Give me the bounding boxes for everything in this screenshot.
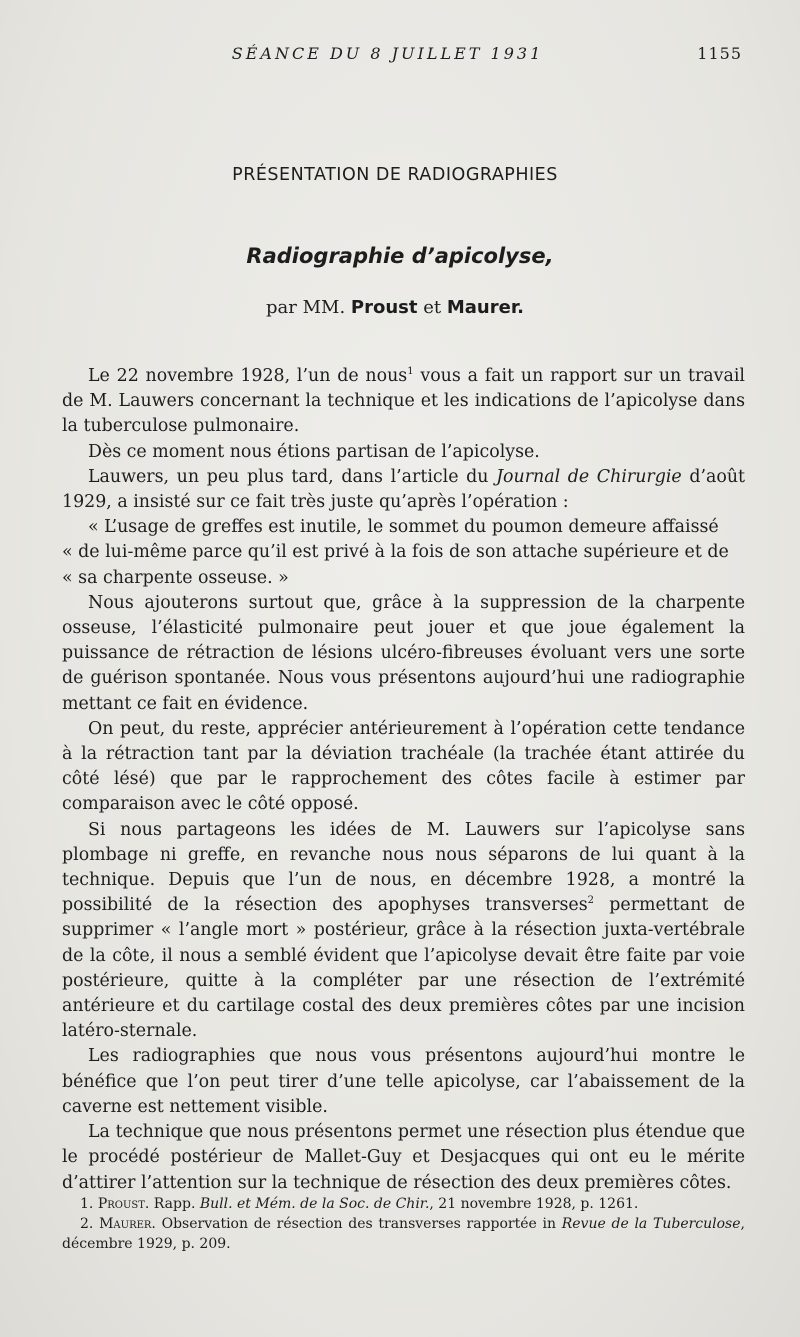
running-head-title: SÉANCE DU 8 JUILLET 1931: [231, 44, 544, 63]
footnote-2-number: 2.: [80, 1216, 94, 1232]
footnote-1-number: 1.: [80, 1196, 94, 1212]
author-maurer: Maurer.: [446, 297, 524, 318]
footnote-ref-2: 2: [587, 895, 595, 907]
paragraph-6-text-a: Si nous partageons les idées de M. Lauwers sur l’apicolyse sans plombage ni greffe, en revanche nous nous séparons de lui quant à la technique. Depuis que l’un de nous, en décembre 1928, a montré la possibilité de la résection des apophyses transverses: [62, 819, 745, 916]
page-number: 1155: [697, 44, 742, 63]
journal-title: Journal de Chirurgie: [496, 466, 682, 487]
article-title: Radiographie d’apicolyse,: [246, 244, 554, 268]
paragraph-3: [62, 465, 745, 515]
paragraph-3-text-a: Lauwers, un peu plus tard, dans l’article du: [88, 466, 497, 487]
footnote-1-source: Bull. et Mém. de la Soc. de Chir.: [199, 1196, 430, 1212]
section-title: PRÉSENTATION DE RADIOGRAPHIES: [232, 165, 558, 185]
paragraph-6-text-b: permettant de supprimer « l’angle mort » postérieur, grâce à la résection juxta-vertébrale de la côte, il nous a semblé évident que l’apicolyse devait être faite par voie postérieure, quitte à la compléter par une résection de l’extrémité antérieure et du cartilage costal des deux premières côtes par une incision latéro-sternale.: [62, 895, 745, 1042]
footnote-2-text-b: , décembre 1929, p. 209.: [62, 1216, 745, 1252]
paragraph-5: On peut, du reste, apprécier antérieurement à l’opération cette tendance à la rétraction tant par la déviation trachéale (la trachée étant attirée du côté lésé) que par le rapprochement des côtes facile à estimer par comparaison avec le côté opposé.: [62, 718, 745, 815]
paragraph-7: Les radiographies que nous vous présentons aujourd’hui montre le bénéfice que l’on peut tirer d’une telle apicolyse, car l’abaissement de la caverne est nettement visible.: [62, 1046, 745, 1117]
article-body: [62, 364, 745, 1196]
footnote-1-author: Proust.: [97, 1196, 150, 1212]
paragraph-1-text-b: vous a fait un rapport sur un travail de M. Lauwers concernant la technique et les indications de l’apicolyse dans la tuberculose pulmonaire.: [62, 366, 745, 437]
running-head: [0, 44, 800, 68]
paragraph-6: [62, 818, 745, 1045]
paragraph-8: La technique que nous présentons permet une résection plus étendue que le procédé postérieur de Mallet-Guy et Desjacques qui ont eu le mérite d’attirer l’attention sur la technique de résection des deux premières côtes.: [62, 1122, 745, 1193]
byline-prefix: par MM.: [266, 297, 346, 318]
footnote-2-text-a: Observation de résection des transverses rapportée in: [155, 1216, 562, 1232]
paragraph-3-text-b: d’août 1929, a insisté sur ce fait très juste qu’après l’opération :: [62, 466, 746, 513]
footnote-1-text-b: , 21 novembre 1928, p. 1261.: [429, 1196, 639, 1212]
footnotes: [62, 1194, 745, 1254]
footnote-1: [62, 1194, 745, 1214]
byline-and: et: [423, 297, 442, 318]
footnote-2-source: Revue de la Tuberculose: [561, 1216, 741, 1232]
paragraph-4: Nous ajouterons surtout que, grâce à la suppression de la charpente osseuse, l’élasticité pulmonaire peut jouer et que joue également la puissance de rétraction de lésions ulcéro-fibreuses évoluant vers une sorte de guérison spontanée. Nous vous présentons aujourd’hui une radiographie mettant ce fait en évidence.: [62, 592, 745, 714]
paragraph-1-text-a: Le 22 novembre 1928, l’un de nous: [88, 366, 408, 386]
footnote-ref-1: 1: [407, 366, 414, 378]
footnote-2: [62, 1214, 745, 1254]
quote-line-1: « L’usage de greffes est inutile, le sommet du poumon demeure affaissé: [88, 517, 719, 538]
quote-line-3: « sa charpente osseuse. »: [62, 567, 289, 588]
paragraph-1: [62, 364, 745, 440]
quote-line-2: « de lui-même parce qu’il est privé à la fois de son attache supérieure et de: [62, 542, 729, 563]
paragraph-2: Dès ce moment nous étions partisan de l’apicolyse.: [88, 441, 540, 462]
footnote-2-author: Maurer.: [99, 1216, 156, 1232]
byline: [0, 297, 790, 318]
footnote-1-text-a: Rapp.: [149, 1196, 200, 1212]
author-proust: Proust: [350, 297, 418, 318]
